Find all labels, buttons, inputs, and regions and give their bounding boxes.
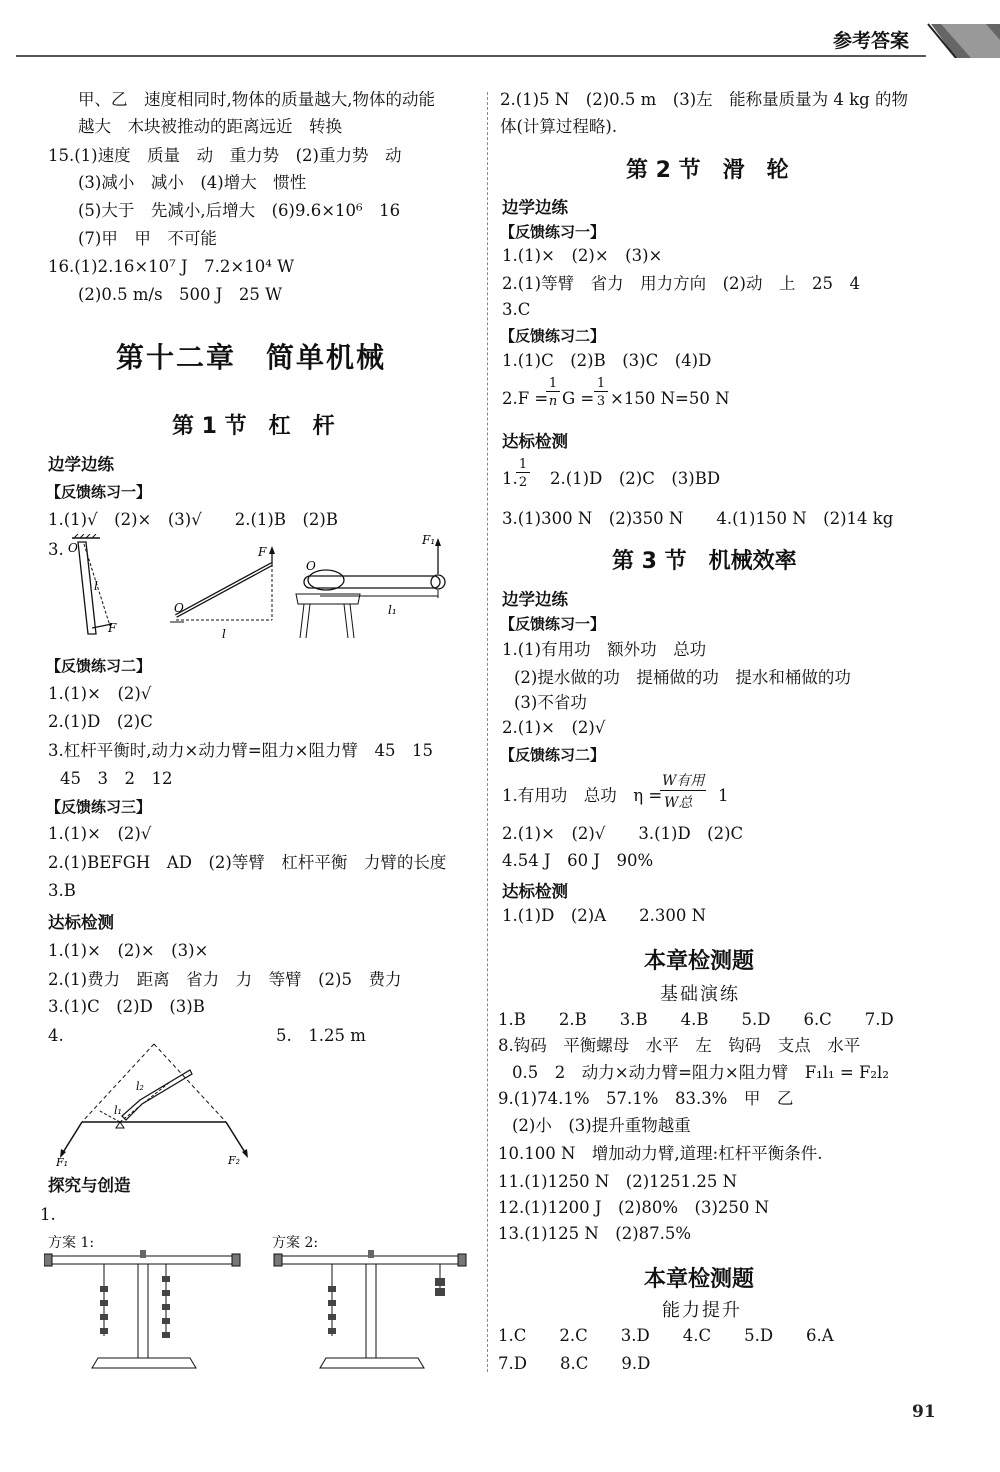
- answer-line: 0.5 2 动力×动力臂=阻力×阻力臂 F₁l₁ = F₂l₂: [512, 1063, 889, 1082]
- svg-text:F₁: F₁: [56, 1156, 69, 1168]
- lever-diagram-3: [296, 534, 445, 638]
- answer-line: 1.(1)× (2)√: [48, 824, 152, 843]
- answer-line: 越大 木块被推动的距离远近 转换: [78, 117, 342, 136]
- answer-line: 1.C 2.C 3.D 4.C 5.D 6.A: [498, 1326, 834, 1345]
- svg-text:l₁: l₁: [114, 1104, 122, 1117]
- answer-line: 1.(1)× (2)× (3)×: [502, 246, 663, 265]
- question-number: 3.: [48, 540, 64, 559]
- answer-line: (2)0.5 m/s 500 J 25 W: [78, 285, 283, 304]
- answer-line: 甲、乙 速度相同时,物体的质量越大,物体的动能: [78, 90, 435, 109]
- answer-line: 13.(1)125 N (2)87.5%: [498, 1224, 692, 1243]
- test-subtitle: 能力提升: [662, 1300, 742, 1321]
- svg-text:F₂: F₂: [228, 1154, 241, 1167]
- answer-q15: 15.(1)速度 质量 动 重力势 (2)重力势 动: [48, 146, 402, 165]
- answer-line: 2.(1)等臂 省力 用力方向 (2)动 上 25 4: [502, 274, 860, 293]
- exercise-label: 【反馈练习一】: [500, 223, 606, 241]
- answer-line-formula: 2.F =: [502, 389, 549, 408]
- svg-text:F: F: [258, 545, 267, 559]
- answer-q16: 16.(1)2.16×10⁷ J 7.2×10⁴ W: [48, 257, 295, 276]
- plan-label: 方案 1:: [48, 1235, 95, 1251]
- exercise-label: 【反馈练习一】: [500, 615, 606, 633]
- answer-line: 45 3 2 12: [60, 769, 173, 788]
- exercise-label: 【反馈练习一】: [46, 483, 152, 501]
- svg-text:F₁: F₁: [422, 534, 436, 547]
- fraction-denominator: n: [548, 394, 558, 409]
- answer-line: 2.(1)× (2)√: [502, 718, 606, 737]
- answer-line: (2)提水做的功 提桶做的功 提水和桶做的功: [514, 668, 851, 687]
- answer-line: 1.(1)× (2)× (3)×: [48, 941, 209, 960]
- answer-line: (3)减小 减小 (4)增大 惯性: [78, 173, 307, 192]
- subsection-heading: 达标检测: [502, 882, 568, 901]
- lever-diagram-2: [170, 545, 275, 641]
- answer-line: (3)不省功: [514, 693, 587, 712]
- question-number: 4.: [48, 1026, 64, 1045]
- page-number: 91: [912, 1402, 936, 1422]
- exercise-label: 【反馈练习二】: [500, 327, 606, 345]
- answer-line: 4.54 J 60 J 90%: [502, 851, 654, 870]
- answer-line: 3.杠杆平衡时,动力×动力臂=阻力×阻力臂 45 15: [48, 741, 433, 760]
- page-header-title: 参考答案: [833, 30, 910, 52]
- answer-line: 1.有用功 总功 η =: [502, 786, 663, 805]
- fraction-denominator: 2: [518, 475, 528, 490]
- answer-line: 1: [718, 786, 729, 805]
- section-title: 第 1 节 杠 杆: [172, 414, 335, 439]
- svg-text:l: l: [222, 627, 226, 641]
- plan-2-figure: [274, 1250, 466, 1368]
- answer-line: 2.(1)× (2)√ 3.(1)D (2)C: [502, 824, 744, 843]
- svg-text:l: l: [94, 579, 98, 593]
- answer-line: 2.(1)D (2)C (3)BD: [550, 469, 721, 488]
- answer-line: 1.(1)C (2)B (3)C (4)D: [502, 351, 712, 370]
- exercise-label: 【反馈练习二】: [46, 657, 152, 675]
- answer-line: (5)大于 先减小,后增大 (6)9.6×10⁶ 16: [78, 201, 401, 220]
- answer-line: 3.C: [502, 300, 531, 319]
- answer-line: (2)小 (3)提升重物越重: [512, 1116, 691, 1135]
- lever-diagram-1: [68, 534, 117, 635]
- answer-line: 1.(1)有用功 额外功 总功: [502, 640, 707, 659]
- answer-line: 3.B: [48, 881, 76, 900]
- question-number: 1.: [40, 1205, 56, 1224]
- svg-text:O: O: [306, 559, 316, 573]
- answer-line: 3.(1)300 N (2)350 N 4.(1)150 N (2)14 kg: [502, 509, 894, 528]
- fraction-numerator: 1: [546, 376, 560, 392]
- section-title: 第 2 节 滑 轮: [626, 158, 789, 183]
- plan-1-figure: [44, 1250, 240, 1368]
- answer-line: 5. 1.25 m: [276, 1026, 366, 1045]
- subsection-heading: 边学边练: [502, 590, 568, 609]
- svg-text:l₁: l₁: [388, 603, 397, 617]
- balance-plans: [44, 1246, 474, 1372]
- fraction-numerator: 1: [594, 376, 608, 392]
- fraction-numerator: W有用: [660, 770, 706, 791]
- formula-post: ×150 N=50 N: [610, 389, 730, 408]
- fraction-numerator: 1: [516, 457, 530, 473]
- subsection-heading: 达标检测: [502, 432, 568, 451]
- svg-text:F: F: [108, 621, 117, 635]
- test-title: 本章检测题: [644, 949, 755, 974]
- answer-line: 1.B 2.B 3.B 4.B 5.D 6.C 7.D: [498, 1010, 894, 1029]
- section-title: 第 3 节 机械效率: [612, 549, 797, 574]
- answer-line: 2.(1)费力 距离 省力 力 等臂 (2)5 费力: [48, 970, 402, 989]
- answer-line: 11.(1)1250 N (2)1251.25 N: [498, 1172, 738, 1191]
- answer-line: 1.(1)× (2)√: [48, 684, 152, 703]
- test-title: 本章检测题: [644, 1267, 755, 1292]
- subsection-heading: 边学边练: [502, 198, 568, 217]
- answer-line: 12.(1)1200 J (2)80% (3)250 N: [498, 1198, 770, 1217]
- answer-line: 体(计算过程略).: [500, 117, 618, 136]
- bent-lever-diagram: [50, 1040, 260, 1168]
- svg-text:O: O: [174, 601, 184, 615]
- answer-line: 1.(1)√ (2)× (3)√ 2.(1)B (2)B: [48, 510, 338, 529]
- subsection-heading: 边学边练: [48, 455, 114, 474]
- answer-line: 2.(1)BEFGH AD (2)等臂 杠杆平衡 力臂的长度: [48, 853, 447, 872]
- plan-label: 方案 2:: [272, 1235, 319, 1251]
- fraction-denominator: W总: [664, 795, 693, 811]
- answer-line: 3.(1)C (2)D (3)B: [48, 997, 205, 1016]
- answer-line: 10.100 N 增加动力臂,道理:杠杆平衡条件.: [498, 1144, 823, 1163]
- answer-line: 8.钩码 平衡螺母 水平 左 钩码 支点 水平: [498, 1036, 861, 1055]
- column-divider: [487, 92, 488, 1372]
- subsection-heading: 探究与创造: [48, 1176, 131, 1195]
- answer-line: 2.(1)D (2)C: [48, 712, 153, 731]
- answer-line: 7.D 8.C 9.D: [498, 1354, 651, 1373]
- answer-prefix: 1.: [502, 469, 518, 488]
- answer-line: (7)甲 甲 不可能: [78, 229, 217, 248]
- chapter-title: 第十二章 简单机械: [116, 341, 387, 374]
- formula-mid: G =: [562, 389, 595, 408]
- svg-text:l₂: l₂: [136, 1080, 144, 1093]
- answer-line: 2.(1)5 N (2)0.5 m (3)左 能称量质量为 4 kg 的物: [500, 90, 908, 109]
- lever-diagrams: [60, 534, 460, 644]
- test-subtitle: 基础演练: [660, 984, 740, 1005]
- exercise-label: 【反馈练习二】: [500, 746, 606, 764]
- subsection-heading: 达标检测: [48, 913, 114, 932]
- svg-text:O: O: [68, 541, 78, 555]
- answer-line: 1.(1)D (2)A 2.300 N: [502, 906, 707, 925]
- fraction-denominator: 3: [596, 394, 606, 409]
- exercise-label: 【反馈练习三】: [46, 798, 152, 816]
- answer-line: 9.(1)74.1% 57.1% 83.3% 甲 乙: [498, 1089, 794, 1108]
